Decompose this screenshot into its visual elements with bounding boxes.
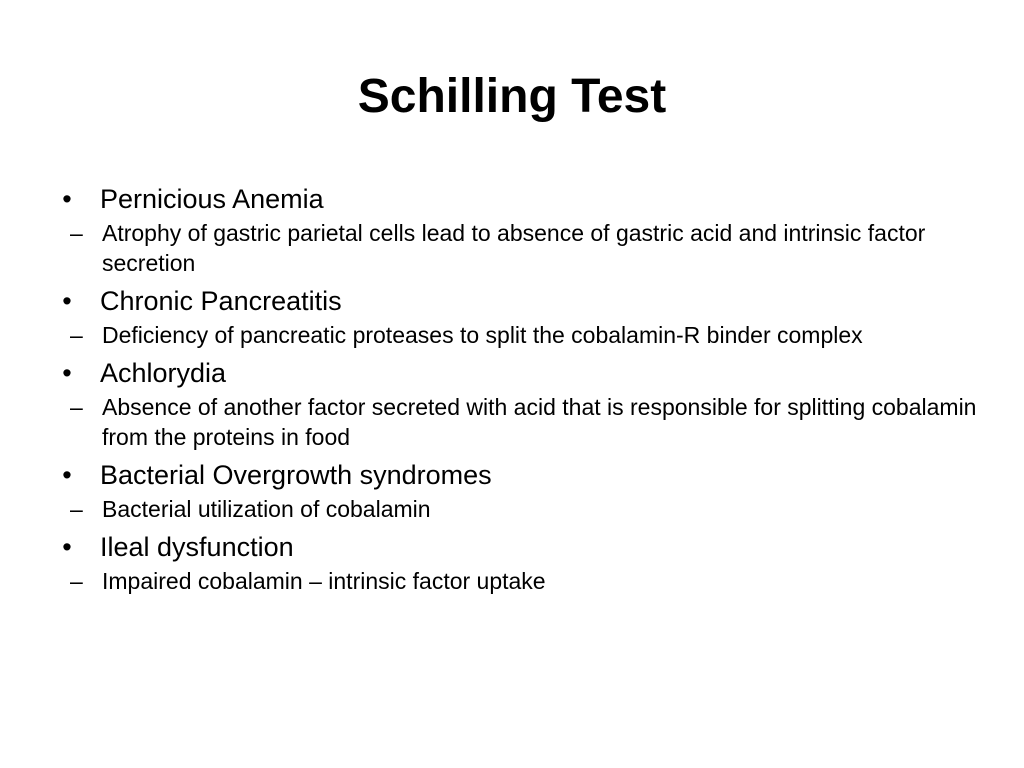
sub-bullet-item — [57, 494, 977, 524]
bullet-item — [57, 528, 977, 566]
sub-bullet-text: Atrophy of gastric parietal cells lead to absence of gastric acid and intrinsic factor secretion — [102, 220, 926, 276]
slide-title: Schilling Test — [357, 70, 667, 123]
bullet-marker: • — [62, 286, 72, 316]
sub-bullet-list — [57, 494, 977, 524]
bullet-marker: • — [62, 184, 72, 214]
dash-marker: – — [70, 220, 83, 246]
dash-marker: – — [70, 394, 83, 420]
dash-marker: – — [70, 322, 83, 348]
bullet-text: Chronic Pancreatitis — [100, 286, 342, 316]
bullet-text: Pernicious Anemia — [100, 184, 324, 214]
bullet-item — [57, 282, 977, 320]
sub-bullet-text: Absence of another factor secreted with acid that is responsible for splitting cobalamin from the proteins in food — [102, 394, 977, 450]
bullet-list — [57, 180, 977, 600]
sub-bullet-item — [57, 566, 977, 596]
sub-bullet-text: Deficiency of pancreatic proteases to split the cobalamin-R binder complex — [102, 322, 863, 348]
sub-bullet-list — [57, 218, 977, 278]
bullet-text: Ileal dysfunction — [100, 532, 294, 562]
sub-bullet-list — [57, 566, 977, 596]
dash-marker: – — [70, 568, 83, 594]
bullet-item — [57, 180, 977, 218]
bullet-marker: • — [62, 358, 72, 388]
bullet-marker: • — [62, 532, 72, 562]
sub-bullet-text: Impaired cobalamin – intrinsic factor uptake — [102, 568, 546, 594]
bullet-text: Bacterial Overgrowth syndromes — [100, 460, 492, 490]
sub-bullet-list — [57, 392, 977, 452]
dash-marker: – — [70, 496, 83, 522]
sub-bullet-item — [57, 392, 977, 452]
bullet-text: Achlorydia — [100, 358, 227, 388]
sub-bullet-list — [57, 320, 977, 350]
sub-bullet-text: Bacterial utilization of cobalamin — [102, 496, 431, 522]
bullet-item — [57, 354, 977, 392]
bullet-marker: • — [62, 460, 72, 490]
bullet-item — [57, 456, 977, 494]
sub-bullet-item — [57, 218, 977, 278]
sub-bullet-item — [57, 320, 977, 350]
